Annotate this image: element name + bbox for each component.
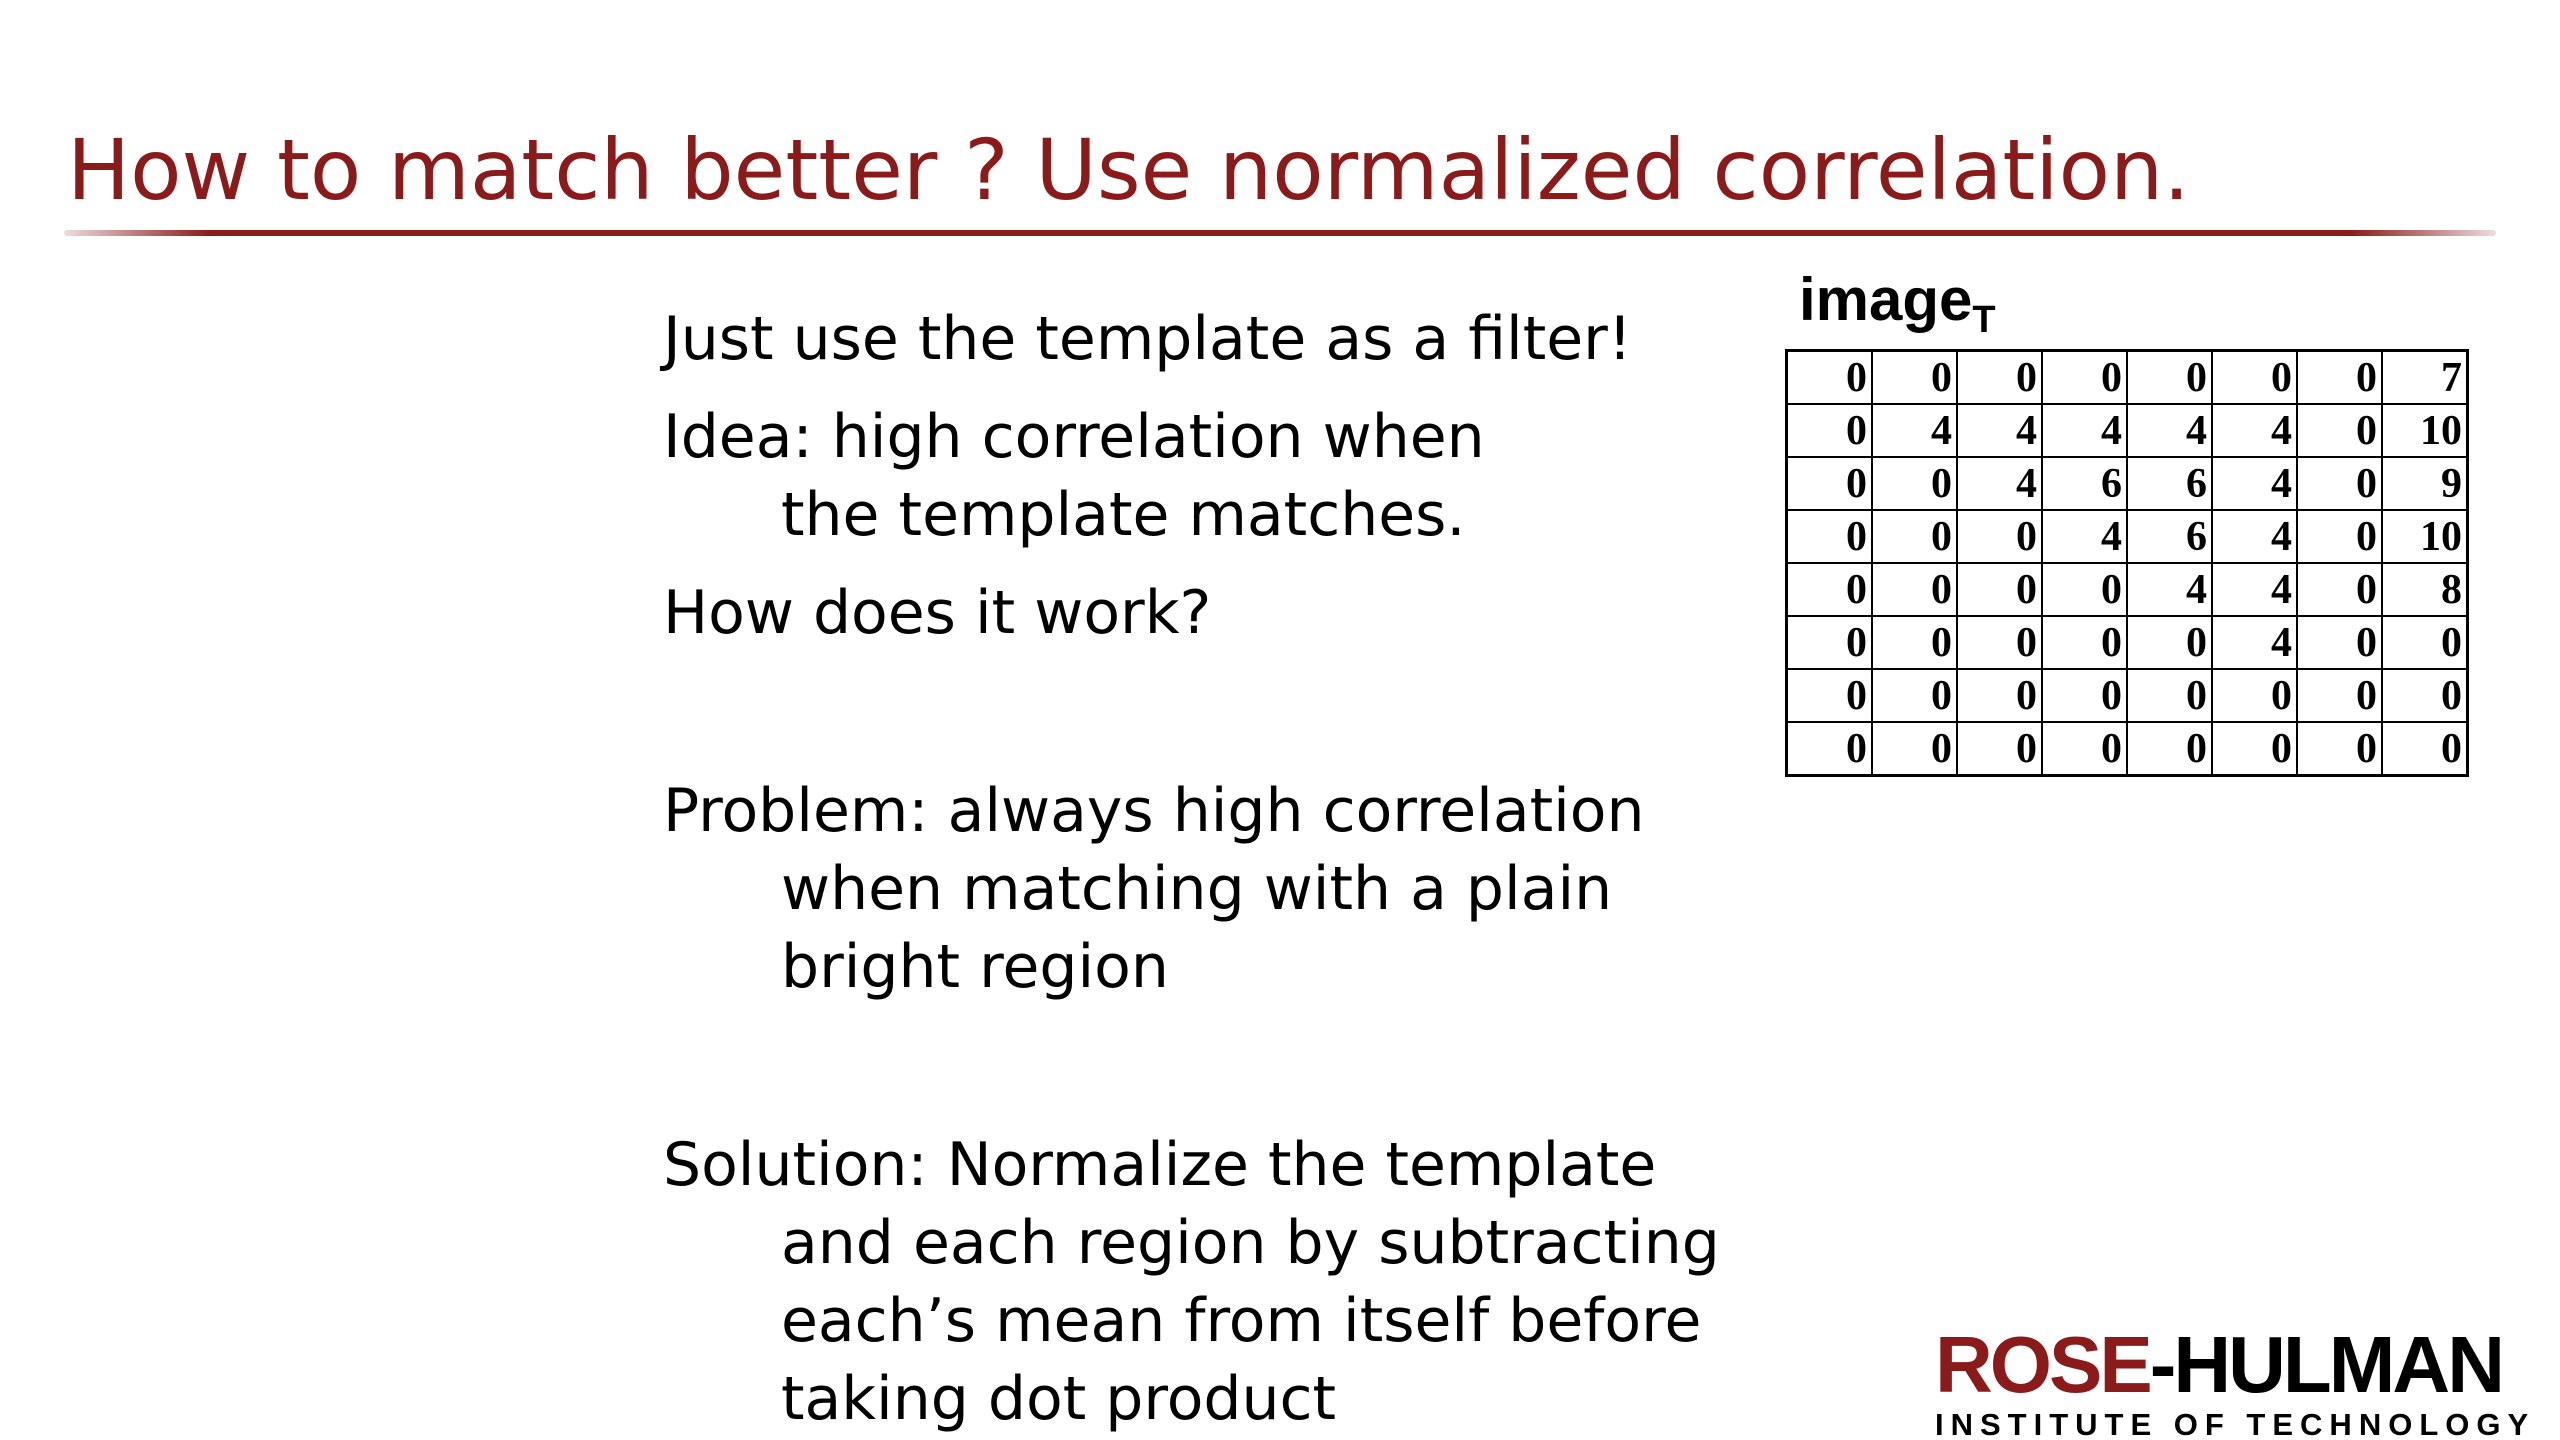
matrix-cell: 4 [2042, 404, 2127, 457]
matrix-cell: 4 [2127, 404, 2212, 457]
matrix-row [1787, 457, 2468, 510]
matrix-cell: 0 [1787, 510, 1873, 563]
paragraph-line: each’s mean from itself before [781, 1286, 1702, 1356]
matrix-cell: 0 [2127, 616, 2212, 669]
matrix-row [1787, 404, 2468, 457]
paragraph-line: Idea: high correlation when [663, 402, 1485, 472]
matrix-cell: 0 [1787, 722, 1873, 776]
matrix-cell: 6 [2127, 510, 2212, 563]
matrix-cell: 0 [2042, 669, 2127, 722]
paragraph-line: How does it work? [663, 578, 1212, 648]
matrix-cell: 0 [1872, 457, 1957, 510]
logo-wordmark [1935, 1320, 2555, 1409]
matrix-cell: 0 [2042, 722, 2127, 776]
matrix-cell: 4 [2212, 457, 2297, 510]
image-matrix-block [1785, 266, 2469, 777]
paragraph-filter [663, 300, 1703, 378]
image-matrix [1785, 349, 2469, 777]
matrix-cell: 0 [2127, 351, 2212, 405]
matrix-cell: 0 [2382, 669, 2468, 722]
matrix-cell: 0 [1957, 510, 2042, 563]
matrix-cell: 0 [1872, 510, 1957, 563]
matrix-cell: 0 [1872, 351, 1957, 405]
matrix-cell: 4 [1872, 404, 1957, 457]
logo-word-hulman: HULMAN [2173, 1320, 2502, 1409]
matrix-cell: 6 [2127, 457, 2212, 510]
matrix-cell: 0 [2297, 669, 2382, 722]
matrix-row [1787, 722, 2468, 776]
paragraph-line: the template matches. [781, 480, 1466, 550]
matrix-cell: 4 [1957, 404, 2042, 457]
body-text [663, 300, 1720, 1438]
matrix-cell: 0 [1787, 351, 1873, 405]
matrix-cell: 0 [1957, 722, 2042, 776]
matrix-cell: 7 [2382, 351, 2468, 405]
matrix-cell: 0 [1787, 669, 1873, 722]
matrix-cell: 4 [2042, 510, 2127, 563]
paragraph-idea [663, 398, 1703, 554]
paragraph-problem [663, 772, 1703, 1006]
slide-title: How to match better ? Use normalized correlation. [67, 121, 2190, 219]
matrix-cell: 4 [1957, 457, 2042, 510]
matrix-cell: 8 [2382, 563, 2468, 616]
matrix-cell: 0 [2297, 351, 2382, 405]
matrix-cell: 0 [2212, 722, 2297, 776]
matrix-cell: 0 [1957, 563, 2042, 616]
matrix-cell: 0 [2127, 722, 2212, 776]
matrix-cell: 0 [2297, 616, 2382, 669]
matrix-label-text: image [1799, 266, 1973, 333]
logo-word-rose: ROSE [1935, 1320, 2150, 1409]
matrix-cell: 0 [1872, 616, 1957, 669]
paragraph-line: Solution: Normalize the template [663, 1130, 1657, 1200]
matrix-cell: 0 [2382, 722, 2468, 776]
logo-subtitle: INSTITUTE OF TECHNOLOGY [1935, 1407, 2536, 1440]
rose-hulman-logo [1935, 1320, 2555, 1440]
matrix-cell: 0 [2212, 351, 2297, 405]
matrix-cell: 0 [1787, 616, 1873, 669]
logo-separator: - [2149, 1320, 2174, 1409]
matrix-cell: 0 [2297, 404, 2382, 457]
matrix-cell: 4 [2127, 563, 2212, 616]
matrix-label-subscript: T [1972, 299, 1996, 341]
matrix-cell: 4 [2212, 563, 2297, 616]
matrix-cell: 9 [2382, 457, 2468, 510]
matrix-cell: 0 [2382, 616, 2468, 669]
matrix-cell: 0 [2297, 563, 2382, 616]
matrix-cell: 0 [2297, 457, 2382, 510]
matrix-cell: 0 [1787, 563, 1873, 616]
matrix-row [1787, 510, 2468, 563]
matrix-cell: 0 [1957, 616, 2042, 669]
matrix-cell: 0 [1957, 669, 2042, 722]
paragraph-line: Problem: always high correlation [663, 776, 1645, 846]
matrix-cell: 0 [2297, 510, 2382, 563]
matrix-row [1787, 563, 2468, 616]
paragraph-line: when matching with a plain [781, 854, 1613, 924]
paragraph-line: bright region [781, 932, 1169, 1002]
image-matrix-body [1787, 351, 2468, 776]
matrix-label [1799, 266, 2469, 341]
matrix-cell: 0 [1872, 722, 1957, 776]
matrix-cell: 0 [2042, 616, 2127, 669]
matrix-cell: 0 [1872, 669, 1957, 722]
paragraph-line: taking dot product [781, 1364, 1337, 1434]
matrix-cell: 10 [2382, 510, 2468, 563]
matrix-cell: 0 [2212, 669, 2297, 722]
matrix-cell: 6 [2042, 457, 2127, 510]
paragraph-question [663, 574, 1703, 652]
paragraph-line: Just use the template as a filter! [663, 304, 1632, 374]
matrix-cell: 0 [2297, 722, 2382, 776]
matrix-cell: 0 [1787, 404, 1873, 457]
title-underline [64, 230, 2496, 236]
paragraph-solution [663, 1126, 1720, 1438]
matrix-row [1787, 616, 2468, 669]
matrix-cell: 0 [2042, 351, 2127, 405]
matrix-cell: 4 [2212, 404, 2297, 457]
matrix-cell: 4 [2212, 510, 2297, 563]
matrix-row [1787, 669, 2468, 722]
matrix-cell: 0 [2127, 669, 2212, 722]
matrix-cell: 4 [2212, 616, 2297, 669]
matrix-row [1787, 351, 2468, 405]
matrix-cell: 0 [1872, 563, 1957, 616]
matrix-cell: 0 [2042, 563, 2127, 616]
matrix-cell: 0 [1957, 351, 2042, 405]
matrix-cell: 10 [2382, 404, 2468, 457]
matrix-cell: 0 [1787, 457, 1873, 510]
paragraph-line: and each region by subtracting [781, 1208, 1720, 1278]
